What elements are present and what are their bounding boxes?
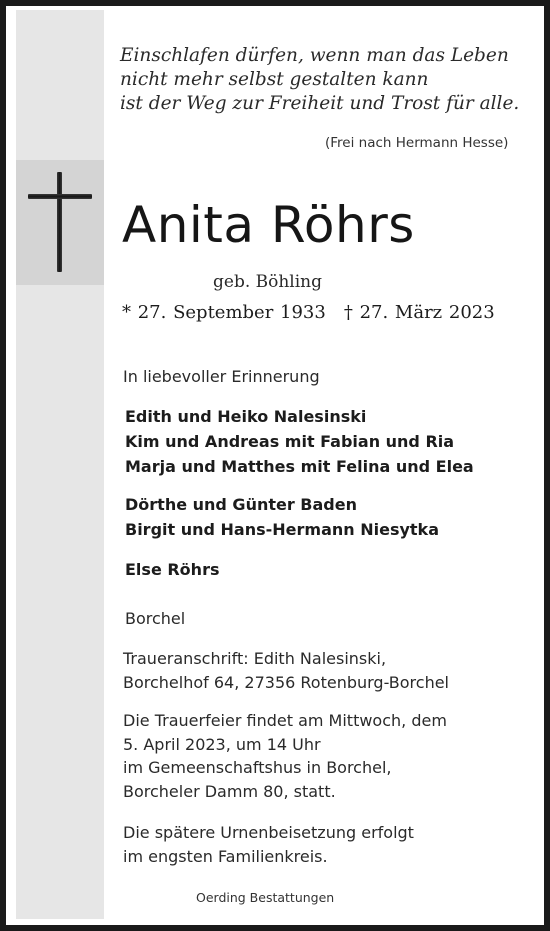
burial-info	[123, 821, 414, 868]
decorative-strip	[16, 10, 104, 919]
mourner-line: Birgit und Hans-Hermann Niesytka	[125, 520, 439, 539]
deceased-name: Anita Röhrs	[122, 196, 415, 254]
mourners-group-3	[125, 557, 219, 582]
death-date: † 27. März 2023	[343, 302, 495, 323]
mourners-group-1	[125, 404, 474, 479]
mourner-line: Else Röhrs	[125, 560, 220, 579]
undertaker: Oerding Bestattungen	[196, 890, 335, 905]
cross-panel	[16, 160, 104, 285]
poem-line: Einschlafen dürfen, wenn man das Leben	[120, 45, 509, 66]
ceremony-line: Borcheler Damm 80, statt.	[123, 781, 336, 801]
place: Borchel	[125, 609, 186, 628]
poem-attribution: (Frei nach Hermann Hesse)	[325, 135, 509, 151]
poem	[120, 44, 519, 116]
poem-line: nicht mehr selbst gestalten kann	[120, 69, 429, 90]
mourners-group-2	[125, 492, 439, 542]
birth-date: * 27. September 1933	[122, 302, 326, 323]
ceremony-line: Die Trauerfeier findet am Mittwoch, dem	[123, 711, 447, 730]
address-line: Traueranschrift: Edith Nalesinski,	[123, 649, 387, 668]
burial-line: im engsten Familienkreis.	[123, 846, 328, 866]
mourner-line: Dörthe und Günter Baden	[125, 495, 357, 514]
ceremony-info	[123, 709, 447, 803]
memory-intro: In liebevoller Erinnerung	[123, 367, 320, 386]
mourner-line: Kim und Andreas mit Fabian und Ria	[125, 432, 455, 451]
mourner-line: Edith und Heiko Nalesinski	[125, 407, 367, 426]
ceremony-line: im Gemeenschaftshus in Borchel,	[123, 758, 392, 777]
burial-line: Die spätere Urnenbeisetzung erfolgt	[123, 823, 414, 842]
poem-line: ist der Weg zur Freiheit und Trost für alle.	[120, 93, 520, 114]
mourning-address	[123, 647, 449, 694]
mourner-line: Marja und Matthes mit Felina und Elea	[125, 457, 474, 476]
birth-name: geb. Böhling	[213, 272, 323, 292]
address-line: Borchelhof 64, 27356 Rotenburg-Borchel	[123, 672, 449, 692]
ceremony-line: 5. April 2023, um 14 Uhr	[123, 734, 321, 754]
life-dates	[122, 302, 495, 323]
